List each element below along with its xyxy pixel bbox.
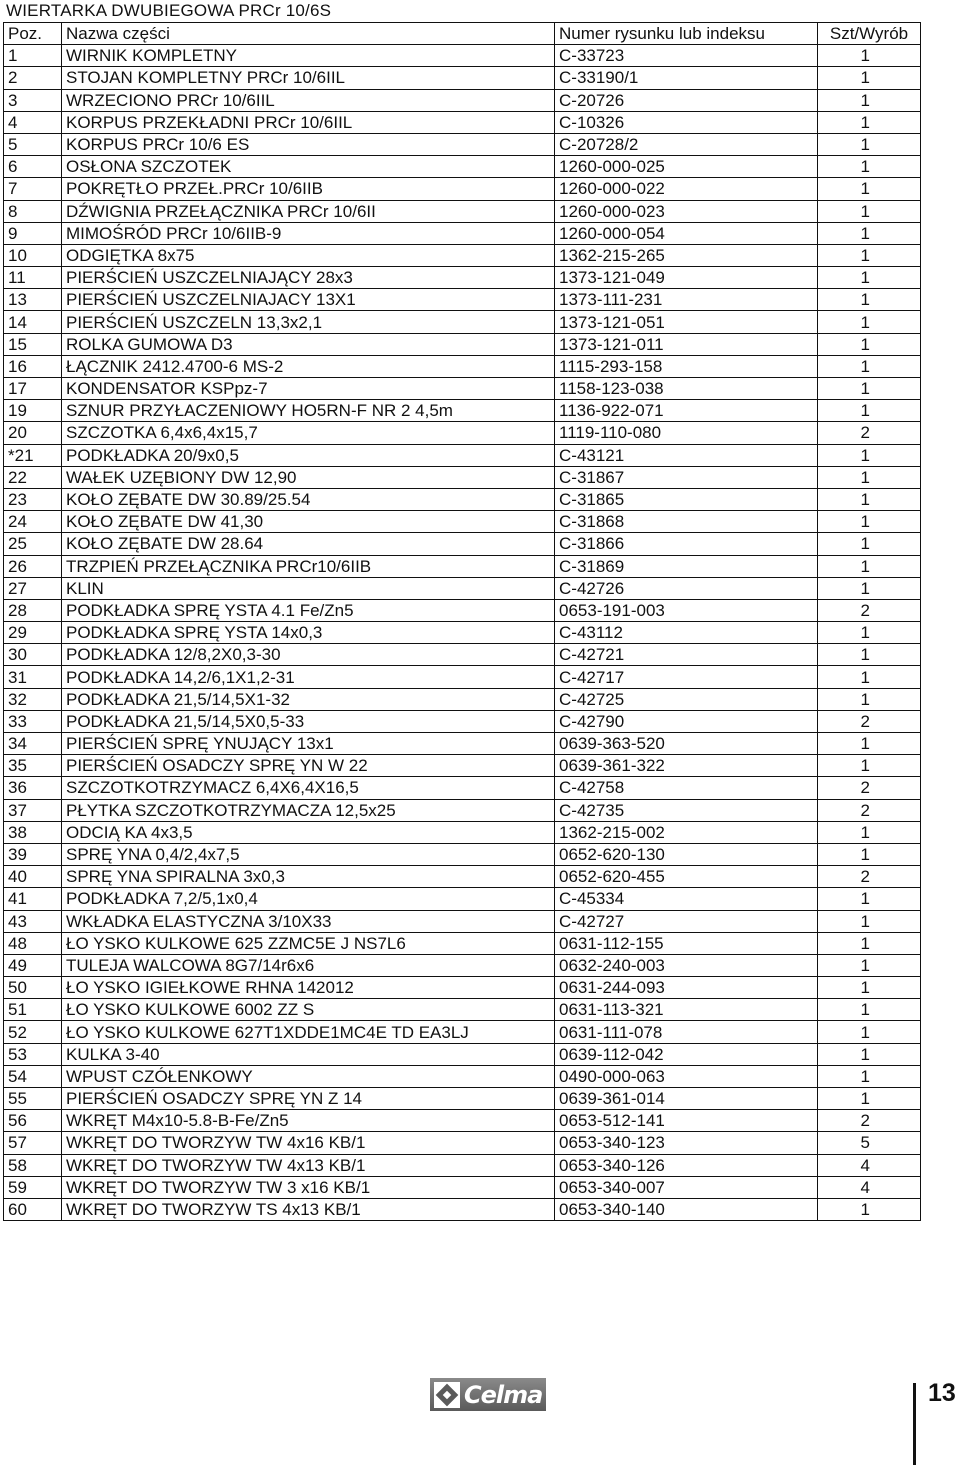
cell-name: PODKŁADKA 21,5/14,5X1-32 bbox=[62, 688, 555, 710]
cell-index: 1373-121-051 bbox=[555, 311, 818, 333]
table-row bbox=[4, 45, 921, 67]
cell-pos: 49 bbox=[4, 954, 62, 976]
header-index: Numer rysunku lub indeksu bbox=[555, 23, 818, 45]
cell-name: WKRĘT DO TWORZYW TW 4x13 KB/1 bbox=[62, 1154, 555, 1176]
cell-name: ŁO YSKO KULKOWE 625 ZZMC5E J NS7L6 bbox=[62, 932, 555, 954]
table-row bbox=[4, 1065, 921, 1087]
cell-index: 0653-340-140 bbox=[555, 1198, 818, 1220]
cell-index: C-42726 bbox=[555, 577, 818, 599]
cell-pos: 56 bbox=[4, 1110, 62, 1132]
cell-pos: 10 bbox=[4, 244, 62, 266]
cell-qty: 2 bbox=[818, 422, 921, 444]
cell-pos: 9 bbox=[4, 222, 62, 244]
page-rule bbox=[913, 1383, 916, 1465]
table-row bbox=[4, 1043, 921, 1065]
cell-index: C-31865 bbox=[555, 488, 818, 510]
cell-pos: 7 bbox=[4, 178, 62, 200]
cell-name: WPUST CZÓŁENKOWY bbox=[62, 1065, 555, 1087]
cell-name: TRZPIEŃ PRZEŁĄCZNIKA PRCr10/6IIB bbox=[62, 555, 555, 577]
cell-pos: 60 bbox=[4, 1198, 62, 1220]
cell-name: WKRĘT M4x10-5.8-B-Fe/Zn5 bbox=[62, 1110, 555, 1132]
cell-pos: 2 bbox=[4, 67, 62, 89]
cell-qty: 1 bbox=[818, 67, 921, 89]
logo-mark-icon bbox=[434, 1382, 460, 1408]
cell-index: 1136-922-071 bbox=[555, 400, 818, 422]
cell-name: PODKŁADKA SPRĘ YSTA 14x0,3 bbox=[62, 622, 555, 644]
cell-qty: 1 bbox=[818, 378, 921, 400]
cell-index: 1362-215-002 bbox=[555, 821, 818, 843]
cell-name: KORPUS PRZEKŁADNI PRCr 10/6IIL bbox=[62, 111, 555, 133]
cell-name: KOŁO ZĘBATE DW 41,30 bbox=[62, 511, 555, 533]
cell-qty: 1 bbox=[818, 133, 921, 155]
cell-qty: 5 bbox=[818, 1132, 921, 1154]
cell-index: 0639-361-322 bbox=[555, 755, 818, 777]
cell-index: C-43121 bbox=[555, 444, 818, 466]
cell-qty: 1 bbox=[818, 400, 921, 422]
cell-name: PODKŁADKA SPRĘ YSTA 4.1 Fe/Zn5 bbox=[62, 599, 555, 621]
cell-index: 0653-340-123 bbox=[555, 1132, 818, 1154]
table-row bbox=[4, 888, 921, 910]
cell-pos: 53 bbox=[4, 1043, 62, 1065]
cell-index: 0632-240-003 bbox=[555, 954, 818, 976]
table-row bbox=[4, 355, 921, 377]
cell-qty: 1 bbox=[818, 954, 921, 976]
cell-name: KONDENSATOR KSPpz-7 bbox=[62, 378, 555, 400]
cell-name: SPRĘ YNA SPIRALNA 3x0,3 bbox=[62, 866, 555, 888]
cell-pos: 5 bbox=[4, 133, 62, 155]
cell-qty: 2 bbox=[818, 599, 921, 621]
cell-pos: 54 bbox=[4, 1065, 62, 1087]
cell-index: C-33723 bbox=[555, 45, 818, 67]
logo-text: Celma bbox=[464, 1380, 543, 1409]
cell-pos: 16 bbox=[4, 355, 62, 377]
cell-name: SZNUR PRZYŁACZENIOWY HO5RN-F NR 2 4,5m bbox=[62, 400, 555, 422]
cell-index: C-42735 bbox=[555, 799, 818, 821]
cell-qty: 1 bbox=[818, 355, 921, 377]
cell-pos: 6 bbox=[4, 156, 62, 178]
cell-qty: 1 bbox=[818, 666, 921, 688]
cell-pos: 3 bbox=[4, 89, 62, 111]
cell-index: 1362-215-265 bbox=[555, 244, 818, 266]
cell-pos: 8 bbox=[4, 200, 62, 222]
cell-index: 0639-112-042 bbox=[555, 1043, 818, 1065]
cell-name: PŁYTKA SZCZOTKOTRZYMACZA 12,5x25 bbox=[62, 799, 555, 821]
cell-pos: 30 bbox=[4, 644, 62, 666]
cell-pos: 59 bbox=[4, 1176, 62, 1198]
cell-index: 0631-111-078 bbox=[555, 1021, 818, 1043]
cell-index: C-33190/1 bbox=[555, 67, 818, 89]
parts-table bbox=[3, 22, 921, 1221]
cell-qty: 4 bbox=[818, 1176, 921, 1198]
cell-qty: 1 bbox=[818, 244, 921, 266]
cell-pos: 35 bbox=[4, 755, 62, 777]
cell-pos: 43 bbox=[4, 910, 62, 932]
table-row bbox=[4, 378, 921, 400]
table-row bbox=[4, 577, 921, 599]
cell-name: ODGIĘTKA 8x75 bbox=[62, 244, 555, 266]
cell-pos: 38 bbox=[4, 821, 62, 843]
table-row bbox=[4, 1176, 921, 1198]
cell-name: KOŁO ZĘBATE DW 28.64 bbox=[62, 533, 555, 555]
table-row bbox=[4, 333, 921, 355]
cell-index: 0639-363-520 bbox=[555, 733, 818, 755]
cell-name: ODCIĄ KA 4x3,5 bbox=[62, 821, 555, 843]
cell-name: PIERŚCIEŃ USZCZELN 13,3x2,1 bbox=[62, 311, 555, 333]
page-number: 13 bbox=[928, 1379, 956, 1407]
cell-qty: 1 bbox=[818, 1043, 921, 1065]
cell-pos: 20 bbox=[4, 422, 62, 444]
cell-pos: 13 bbox=[4, 289, 62, 311]
table-row bbox=[4, 555, 921, 577]
table-row bbox=[4, 910, 921, 932]
cell-pos: 11 bbox=[4, 267, 62, 289]
table-row bbox=[4, 1110, 921, 1132]
table-row bbox=[4, 89, 921, 111]
cell-qty: 1 bbox=[818, 311, 921, 333]
cell-index: C-42717 bbox=[555, 666, 818, 688]
cell-pos: 57 bbox=[4, 1132, 62, 1154]
cell-index: 1119-110-080 bbox=[555, 422, 818, 444]
cell-pos: 27 bbox=[4, 577, 62, 599]
cell-name: PODKŁADKA 20/9x0,5 bbox=[62, 444, 555, 466]
cell-qty: 1 bbox=[818, 932, 921, 954]
cell-index: C-42725 bbox=[555, 688, 818, 710]
table-row bbox=[4, 444, 921, 466]
cell-index: C-43112 bbox=[555, 622, 818, 644]
cell-name: KORPUS PRCr 10/6 ES bbox=[62, 133, 555, 155]
cell-qty: 1 bbox=[818, 267, 921, 289]
cell-qty: 1 bbox=[818, 89, 921, 111]
cell-index: 1260-000-054 bbox=[555, 222, 818, 244]
table-row bbox=[4, 1154, 921, 1176]
cell-index: 1260-000-022 bbox=[555, 178, 818, 200]
cell-pos: 40 bbox=[4, 866, 62, 888]
table-row bbox=[4, 311, 921, 333]
cell-pos: 1 bbox=[4, 45, 62, 67]
cell-index: 0652-620-455 bbox=[555, 866, 818, 888]
cell-name: WRZECIONO PRCr 10/6IIL bbox=[62, 89, 555, 111]
cell-qty: 1 bbox=[818, 888, 921, 910]
document-title: WIERTARKA DWUBIEGOWA PRCr 10/6S bbox=[6, 1, 332, 20]
cell-index: 0631-244-093 bbox=[555, 977, 818, 999]
cell-qty: 2 bbox=[818, 866, 921, 888]
cell-name: PIERŚCIEŃ OSADCZY SPRĘ YN W 22 bbox=[62, 755, 555, 777]
cell-name: KOŁO ZĘBATE DW 30.89/25.54 bbox=[62, 488, 555, 510]
cell-index: 0652-620-130 bbox=[555, 843, 818, 865]
cell-qty: 1 bbox=[818, 910, 921, 932]
celma-logo bbox=[430, 1378, 546, 1411]
table-row bbox=[4, 1021, 921, 1043]
cell-name: WKRĘT DO TWORZYW TS 4x13 KB/1 bbox=[62, 1198, 555, 1220]
table-row bbox=[4, 67, 921, 89]
cell-qty: 1 bbox=[818, 222, 921, 244]
cell-pos: *21 bbox=[4, 444, 62, 466]
table-row bbox=[4, 932, 921, 954]
cell-pos: 17 bbox=[4, 378, 62, 400]
cell-index: C-20726 bbox=[555, 89, 818, 111]
cell-index: 0639-361-014 bbox=[555, 1088, 818, 1110]
cell-index: C-42727 bbox=[555, 910, 818, 932]
cell-qty: 1 bbox=[818, 1065, 921, 1087]
cell-index: 0653-191-003 bbox=[555, 599, 818, 621]
table-row bbox=[4, 622, 921, 644]
table-row bbox=[4, 422, 921, 444]
cell-pos: 48 bbox=[4, 932, 62, 954]
table-row bbox=[4, 289, 921, 311]
cell-pos: 26 bbox=[4, 555, 62, 577]
table-row bbox=[4, 710, 921, 732]
cell-name: ŁO YSKO KULKOWE 627T1XDDE1MC4E TD EA3LJ bbox=[62, 1021, 555, 1043]
cell-pos: 52 bbox=[4, 1021, 62, 1043]
cell-name: STOJAN KOMPLETNY PRCr 10/6IIL bbox=[62, 67, 555, 89]
cell-index: C-42721 bbox=[555, 644, 818, 666]
cell-pos: 41 bbox=[4, 888, 62, 910]
cell-qty: 2 bbox=[818, 710, 921, 732]
cell-qty: 1 bbox=[818, 577, 921, 599]
cell-qty: 1 bbox=[818, 644, 921, 666]
cell-qty: 1 bbox=[818, 688, 921, 710]
cell-qty: 2 bbox=[818, 799, 921, 821]
cell-pos: 31 bbox=[4, 666, 62, 688]
table-row bbox=[4, 866, 921, 888]
header-name: Nazwa części bbox=[62, 23, 555, 45]
cell-name: KLIN bbox=[62, 577, 555, 599]
cell-index: 1373-121-049 bbox=[555, 267, 818, 289]
cell-name: OSŁONA SZCZOTEK bbox=[62, 156, 555, 178]
cell-qty: 1 bbox=[818, 333, 921, 355]
cell-pos: 33 bbox=[4, 710, 62, 732]
cell-name: ŁO YSKO IGIEŁKOWE RHNA 142012 bbox=[62, 977, 555, 999]
table-header-row bbox=[4, 23, 921, 45]
cell-name: WKRĘT DO TWORZYW TW 3 x16 KB/1 bbox=[62, 1176, 555, 1198]
cell-index: C-45334 bbox=[555, 888, 818, 910]
cell-pos: 55 bbox=[4, 1088, 62, 1110]
header-pos: Poz. bbox=[4, 23, 62, 45]
cell-index: 0653-340-007 bbox=[555, 1176, 818, 1198]
cell-pos: 37 bbox=[4, 799, 62, 821]
cell-name: PIERŚCIEŃ USZCZELNIAJĄCY 28x3 bbox=[62, 267, 555, 289]
table-row bbox=[4, 200, 921, 222]
table-row bbox=[4, 599, 921, 621]
cell-qty: 1 bbox=[818, 1088, 921, 1110]
header-qty: Szt/Wyrób bbox=[818, 23, 921, 45]
cell-qty: 1 bbox=[818, 555, 921, 577]
cell-pos: 14 bbox=[4, 311, 62, 333]
cell-qty: 1 bbox=[818, 111, 921, 133]
table-row bbox=[4, 133, 921, 155]
cell-pos: 25 bbox=[4, 533, 62, 555]
cell-name: SZCZOTKOTRZYMACZ 6,4X6,4X16,5 bbox=[62, 777, 555, 799]
cell-pos: 19 bbox=[4, 400, 62, 422]
cell-name: ŁO YSKO KULKOWE 6002 ZZ S bbox=[62, 999, 555, 1021]
cell-pos: 24 bbox=[4, 511, 62, 533]
table-row bbox=[4, 244, 921, 266]
table-row bbox=[4, 843, 921, 865]
cell-name: TULEJA WALCOWA 8G7/14r6x6 bbox=[62, 954, 555, 976]
table-row bbox=[4, 178, 921, 200]
cell-qty: 1 bbox=[818, 156, 921, 178]
cell-qty: 1 bbox=[818, 533, 921, 555]
cell-pos: 58 bbox=[4, 1154, 62, 1176]
cell-pos: 22 bbox=[4, 466, 62, 488]
table-row bbox=[4, 777, 921, 799]
cell-pos: 39 bbox=[4, 843, 62, 865]
cell-index: C-20728/2 bbox=[555, 133, 818, 155]
cell-index: 1260-000-023 bbox=[555, 200, 818, 222]
cell-name: WIRNIK KOMPLETNY bbox=[62, 45, 555, 67]
cell-qty: 1 bbox=[818, 843, 921, 865]
cell-pos: 34 bbox=[4, 733, 62, 755]
cell-index: C-10326 bbox=[555, 111, 818, 133]
cell-name: PIERŚCIEŃ SPRĘ YNUJĄCY 13x1 bbox=[62, 733, 555, 755]
cell-qty: 1 bbox=[818, 755, 921, 777]
cell-index: 0653-512-141 bbox=[555, 1110, 818, 1132]
cell-index: 1373-111-231 bbox=[555, 289, 818, 311]
table-row bbox=[4, 533, 921, 555]
cell-index: C-31869 bbox=[555, 555, 818, 577]
cell-pos: 29 bbox=[4, 622, 62, 644]
cell-index: 0653-340-126 bbox=[555, 1154, 818, 1176]
table-row bbox=[4, 999, 921, 1021]
cell-qty: 1 bbox=[818, 1198, 921, 1220]
cell-index: C-31866 bbox=[555, 533, 818, 555]
cell-name: WKŁADKA ELASTYCZNA 3/10X33 bbox=[62, 910, 555, 932]
cell-pos: 51 bbox=[4, 999, 62, 1021]
cell-index: 1373-121-011 bbox=[555, 333, 818, 355]
cell-index: 1260-000-025 bbox=[555, 156, 818, 178]
cell-pos: 15 bbox=[4, 333, 62, 355]
table-row bbox=[4, 400, 921, 422]
cell-pos: 50 bbox=[4, 977, 62, 999]
cell-index: 1115-293-158 bbox=[555, 355, 818, 377]
cell-pos: 28 bbox=[4, 599, 62, 621]
cell-name: KULKA 3-40 bbox=[62, 1043, 555, 1065]
table-row bbox=[4, 977, 921, 999]
cell-pos: 4 bbox=[4, 111, 62, 133]
cell-name: PIERŚCIEŃ OSADCZY SPRĘ YN Z 14 bbox=[62, 1088, 555, 1110]
cell-index: 0490-000-063 bbox=[555, 1065, 818, 1087]
cell-qty: 1 bbox=[818, 289, 921, 311]
cell-qty: 1 bbox=[818, 488, 921, 510]
table-row bbox=[4, 954, 921, 976]
table-row bbox=[4, 466, 921, 488]
cell-name: SZCZOTKA 6,4x6,4x15,7 bbox=[62, 422, 555, 444]
cell-index: C-42758 bbox=[555, 777, 818, 799]
cell-name: PODKŁADKA 21,5/14,5X0,5-33 bbox=[62, 710, 555, 732]
cell-qty: 1 bbox=[818, 45, 921, 67]
table-row bbox=[4, 511, 921, 533]
cell-qty: 1 bbox=[818, 444, 921, 466]
cell-name: WKRĘT DO TWORZYW TW 4x16 KB/1 bbox=[62, 1132, 555, 1154]
cell-pos: 36 bbox=[4, 777, 62, 799]
cell-qty: 1 bbox=[818, 200, 921, 222]
table-row bbox=[4, 488, 921, 510]
cell-name: PODKŁADKA 12/8,2X0,3-30 bbox=[62, 644, 555, 666]
table-row bbox=[4, 156, 921, 178]
table-row bbox=[4, 666, 921, 688]
cell-name: MIMOŚRÓD PRCr 10/6IIB-9 bbox=[62, 222, 555, 244]
table-row bbox=[4, 755, 921, 777]
table-row bbox=[4, 1088, 921, 1110]
cell-name: SPRĘ YNA 0,4/2,4x7,5 bbox=[62, 843, 555, 865]
cell-qty: 1 bbox=[818, 977, 921, 999]
cell-qty: 1 bbox=[818, 1021, 921, 1043]
cell-qty: 1 bbox=[818, 821, 921, 843]
table-row bbox=[4, 1132, 921, 1154]
cell-qty: 2 bbox=[818, 1110, 921, 1132]
table-row bbox=[4, 821, 921, 843]
cell-index: C-31868 bbox=[555, 511, 818, 533]
cell-name: DŹWIGNIA PRZEŁĄCZNIKA PRCr 10/6II bbox=[62, 200, 555, 222]
cell-name: PIERŚCIEŃ USZCZELNIAJACY 13X1 bbox=[62, 289, 555, 311]
cell-qty: 1 bbox=[818, 733, 921, 755]
table-row bbox=[4, 688, 921, 710]
cell-qty: 1 bbox=[818, 622, 921, 644]
cell-name: PODKŁADKA 14,2/6,1X1,2-31 bbox=[62, 666, 555, 688]
cell-qty: 1 bbox=[818, 511, 921, 533]
table-row bbox=[4, 733, 921, 755]
cell-qty: 1 bbox=[818, 178, 921, 200]
table-row bbox=[4, 644, 921, 666]
cell-name: POKRĘTŁO PRZEŁ.PRCr 10/6IIB bbox=[62, 178, 555, 200]
cell-qty: 1 bbox=[818, 999, 921, 1021]
table-row bbox=[4, 111, 921, 133]
cell-pos: 23 bbox=[4, 488, 62, 510]
cell-name: PODKŁADKA 7,2/5,1x0,4 bbox=[62, 888, 555, 910]
cell-index: C-42790 bbox=[555, 710, 818, 732]
cell-index: 1158-123-038 bbox=[555, 378, 818, 400]
cell-name: ROLKA GUMOWA D3 bbox=[62, 333, 555, 355]
table-row bbox=[4, 1198, 921, 1220]
cell-pos: 32 bbox=[4, 688, 62, 710]
cell-qty: 2 bbox=[818, 777, 921, 799]
cell-name: ŁĄCZNIK 2412.4700-6 MS-2 bbox=[62, 355, 555, 377]
table-row bbox=[4, 799, 921, 821]
table-row bbox=[4, 267, 921, 289]
cell-qty: 4 bbox=[818, 1154, 921, 1176]
cell-index: 0631-112-155 bbox=[555, 932, 818, 954]
cell-name: WAŁEK UZĘBIONY DW 12,90 bbox=[62, 466, 555, 488]
cell-index: 0631-113-321 bbox=[555, 999, 818, 1021]
cell-qty: 1 bbox=[818, 466, 921, 488]
cell-index: C-31867 bbox=[555, 466, 818, 488]
table-row bbox=[4, 222, 921, 244]
